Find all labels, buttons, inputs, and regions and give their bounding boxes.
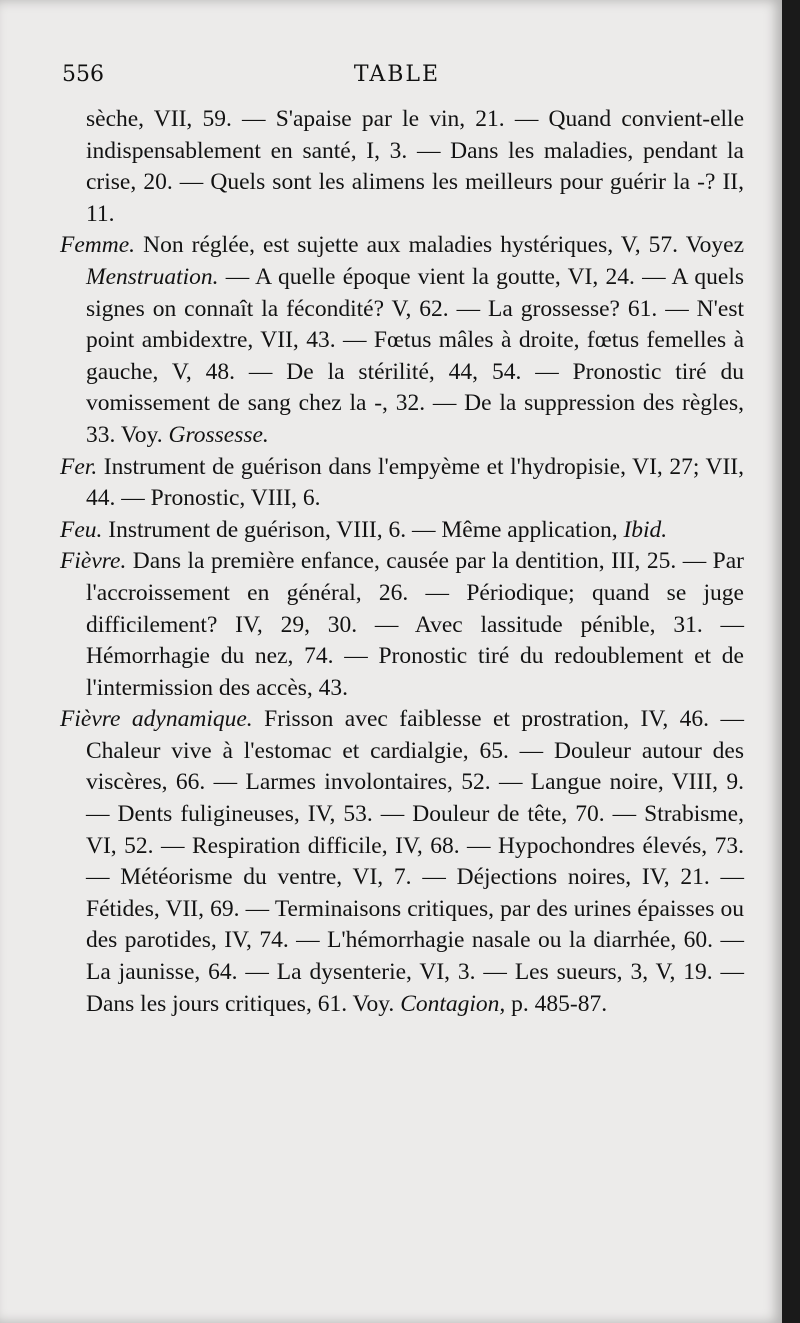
- entry-term: Fer.: [60, 453, 98, 480]
- cross-reference: Grossesse.: [168, 421, 269, 448]
- entry-text: — A quelle époque vient la goutte, VI, 24. — A quels signes on connaît la fécondité? V, 62. — La grossesse? 61. — N'est point ambidextre, VII, 43. — Fœtus mâles à droite, fœtus femelles à gauche, V, 48. — De la stérilité, 44, 54. — Pronostic tiré du vomissement de sang chez la -, 32. — De la suppression des règles, 33. Voy.: [86, 263, 744, 448]
- entry-term: Feu.: [60, 516, 103, 543]
- index-entry-fievre: [60, 546, 744, 704]
- running-title: TABLE: [353, 62, 441, 87]
- entry-text: p. 485-87.: [505, 990, 608, 1017]
- index-entry-feu: [60, 515, 744, 547]
- page-header: [62, 62, 732, 92]
- entry-text: Frisson avec faiblesse et prostration, IV, 46. — Chaleur vive à l'estomac et cardialgie, 65. — Douleur autour des viscères, 66. — Larmes involontaires, 52. — Langue noire, VIII, 9. — Dents fuligineuses, IV, 53. — Douleur de tête, 70. — Strabisme, VI, 52. — Respiration difficile, IV, 68. — Hypochondres élevés, 73. — Météorisme du ventre, VI, 7. — Déjections noires, IV, 21. — Fétides, VII, 69. — Terminaisons critiques, par des urines épaisses ou des parotides, IV, 74. — L'hémorrhagie nasale ou la diarrhée, 60. — La jaunisse, 64. — La dysenterie, VI, 3. — Les sueurs, 3, V, 19. — Dans les jours critiques, 61. Voy.: [86, 706, 745, 1017]
- entry-text: sèche, VII, 59. — S'apaise par le vin, 21. — Quand convient-elle indispensablement en santé, I, 3. — Dans les maladies, pendant la crise, 20. — Quels sont les alimens les meilleurs pour guérir la -? II, 11.: [86, 106, 744, 227]
- index-entry-fer: [60, 452, 744, 515]
- page-number: 556: [62, 62, 104, 87]
- index-body: [60, 104, 744, 1020]
- entry-text: Instrument de guérison, VIII, 6. — Même application,: [102, 516, 624, 543]
- index-entry-fievre-adynamique: [60, 704, 744, 1020]
- entry-text: Instrument de guérison dans l'empyème et l'hydropisie, VI, 27; VII, 44. — Pronostic, VIII, 6.: [86, 453, 744, 512]
- index-entry-femme: [60, 230, 744, 451]
- index-entry-continued: [60, 104, 744, 230]
- entry-term: Fièvre adynamique.: [60, 706, 253, 733]
- entry-text: Non réglée, est sujette aux maladies hystériques, V, 57. Voyez: [135, 232, 744, 259]
- cross-reference: Contagion,: [400, 990, 506, 1017]
- cross-reference: Ibid.: [623, 516, 668, 543]
- entry-text: Dans la première enfance, causée par la dentition, III, 25. — Par l'accroissement en général, 26. — Périodique; quand se juge difficilement? IV, 29, 30. — Avec lassitude pénible, 31. — Hémorrhagie du nez, 74. — Pronostic tiré du redoublement et de l'intermission des accès, 43.: [86, 548, 744, 701]
- entry-term: Fièvre.: [60, 548, 127, 575]
- cross-reference: Menstruation.: [86, 263, 219, 290]
- entry-term: Femme.: [60, 232, 136, 259]
